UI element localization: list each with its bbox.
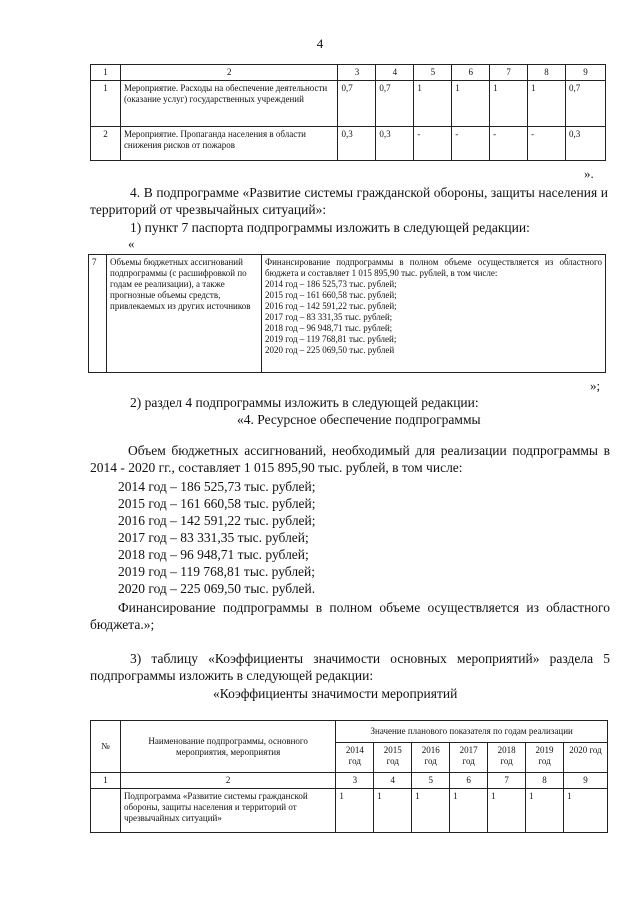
year-line: 2019 год – 119 768,81 тыс. рублей;: [118, 564, 316, 579]
row-value: 1: [336, 789, 374, 833]
column-number-header: №: [91, 721, 121, 773]
header-cell: 1: [91, 65, 121, 81]
row-value: 0,3: [338, 127, 376, 161]
row-value: 1: [374, 789, 412, 833]
index-cell: 5: [412, 773, 450, 789]
year-line: 2018 год – 96 948,71 тыс. рублей;: [118, 547, 309, 562]
header-cell: 9: [565, 65, 605, 81]
passport-intro: Финансирование подпрограммы в полном объеме осуществляется из областного бюджета и составляет 1 015 895,90 тыс. рублей, в том числе:: [265, 257, 602, 278]
header-cell: 2: [120, 65, 338, 81]
index-cell: 8: [526, 773, 564, 789]
year-line: 2017 год – 83 331,35 тыс. рублей;: [118, 530, 309, 545]
coefficients-table-continued: [90, 64, 606, 161]
financing-paragraph: Финансирование подпрограммы в полном объеме осуществляется из областного бюджета.»;: [90, 600, 610, 632]
year-list: [118, 478, 518, 597]
index-cell: 6: [450, 773, 488, 789]
index-cell: 7: [488, 773, 526, 789]
year-header: 2019 год: [526, 743, 564, 773]
row-value: 1: [528, 81, 566, 127]
passport-year: 2018 год – 96 948,71 тыс. рублей;: [265, 323, 393, 333]
header-cell: 8: [528, 65, 566, 81]
row-value: 0,7: [376, 81, 414, 127]
row-number: 2: [91, 127, 121, 161]
year-line: 2015 год – 161 660,58 тыс. рублей;: [118, 496, 316, 511]
table-row: [89, 255, 606, 373]
header-cell: 5: [414, 65, 452, 81]
passport-table: [88, 254, 606, 373]
index-cell: 2: [120, 773, 335, 789]
header-cell: 6: [452, 65, 490, 81]
row-name: Мероприятие. Пропаганда населения в области снижения рисков от пожаров: [120, 127, 338, 161]
significance-table: [90, 720, 608, 833]
row-value: -: [452, 127, 490, 161]
row-number: 7: [89, 255, 107, 373]
index-cell: 4: [374, 773, 412, 789]
row-value: -: [528, 127, 566, 161]
row-number: 1: [91, 81, 121, 127]
row-value: 0,7: [565, 81, 605, 127]
table-row: [91, 789, 608, 833]
year-header: 2016 год: [412, 743, 450, 773]
row-number: [91, 789, 121, 833]
row-name: Мероприятие. Расходы на обеспечение деятельности (оказание услуг) государственных учреждений: [120, 81, 338, 127]
table-row: [91, 81, 606, 127]
item-2-text: 2) раздел 4 подпрограммы изложить в следующей редакции:: [130, 395, 479, 410]
row-name: Подпрограмма «Развитие системы гражданской обороны, защиты населения и территорий от чрезвычайных ситуаций»: [120, 789, 335, 833]
year-header: 2017 год: [450, 743, 488, 773]
row-value: -: [490, 127, 528, 161]
row-value: 1: [526, 789, 564, 833]
close-quote: »;: [590, 378, 601, 393]
passport-label: Объемы бюджетных ассигнований подпрограммы (с расшифровкой по годам ее реализации), а также прогнозные объемы средств, привлекаемых из других источников: [107, 255, 262, 373]
column-group-header: Значение планового показателя по годам реализации: [336, 721, 608, 743]
header-cell: 3: [338, 65, 376, 81]
table-index-row: [91, 773, 608, 789]
year-header: 2014 год: [336, 743, 374, 773]
body-paragraph: Объем бюджетных ассигнований, необходимый для реализации подпрограммы в 2014 - 2020 гг., составляет 1 015 895,90 тыс. рублей, в том числе:: [90, 443, 610, 475]
index-cell: 3: [336, 773, 374, 789]
table-row: [91, 127, 606, 161]
header-cell: 4: [376, 65, 414, 81]
row-value: 1: [412, 789, 450, 833]
section-heading: 4. В подпрограмме «Развитие системы гражданской обороны, защиты населения и территорий от чрезвычайных ситуаций»:: [90, 185, 608, 217]
row-value: 1: [563, 789, 607, 833]
table-header-row: [91, 65, 606, 81]
row-value: 1: [452, 81, 490, 127]
table-title: «Коэффициенты значимости мероприятий: [213, 686, 458, 701]
index-cell: 9: [563, 773, 607, 789]
section-4-title: «4. Ресурсное обеспечение подпрограммы: [237, 412, 481, 427]
year-line: 2016 год – 142 591,22 тыс. рублей;: [118, 513, 316, 528]
passport-year: 2014 год – 186 525,73 тыс. рублей;: [265, 279, 397, 289]
passport-year: 2015 год – 161 660,58 тыс. рублей;: [265, 290, 397, 300]
passport-year: 2019 год – 119 768,81 тыс. рублей;: [265, 334, 397, 344]
header-cell: 7: [490, 65, 528, 81]
passport-year: 2017 год – 83 331,35 тыс. рублей;: [265, 312, 393, 322]
row-value: 1: [490, 81, 528, 127]
row-value: -: [414, 127, 452, 161]
item-1-text: 1) пункт 7 паспорта подпрограммы изложить в следующей редакции:: [130, 220, 530, 235]
year-line: 2014 год – 186 525,73 тыс. рублей;: [118, 479, 316, 494]
closing-quote: ».: [584, 166, 594, 181]
year-header: 2018 год: [488, 743, 526, 773]
column-name-header: Наименование подпрограммы, основного мероприятия, мероприятия: [120, 721, 335, 773]
row-value: 1: [488, 789, 526, 833]
index-cell: 1: [91, 773, 121, 789]
row-value: 0,3: [565, 127, 605, 161]
row-value: 0,7: [338, 81, 376, 127]
passport-content: [262, 255, 606, 373]
page-number: 4: [316, 36, 324, 51]
row-value: 1: [414, 81, 452, 127]
year-line: 2020 год – 225 069,50 тыс. рублей.: [118, 581, 316, 596]
open-quote: «: [128, 236, 135, 251]
passport-year: 2020 год – 225 069,50 тыс. рублей: [265, 345, 395, 355]
passport-year: 2016 год – 142 591,22 тыс. рублей;: [265, 301, 397, 311]
year-header: 2020 год: [563, 743, 607, 773]
item-3-text: 3) таблицу «Коэффициенты значимости основных мероприятий» раздела 5 подпрограммы изложить в следующей редакции:: [90, 651, 610, 683]
table-header-row: [91, 721, 608, 743]
row-value: 0,3: [376, 127, 414, 161]
year-header: 2015 год: [374, 743, 412, 773]
row-value: 1: [450, 789, 488, 833]
